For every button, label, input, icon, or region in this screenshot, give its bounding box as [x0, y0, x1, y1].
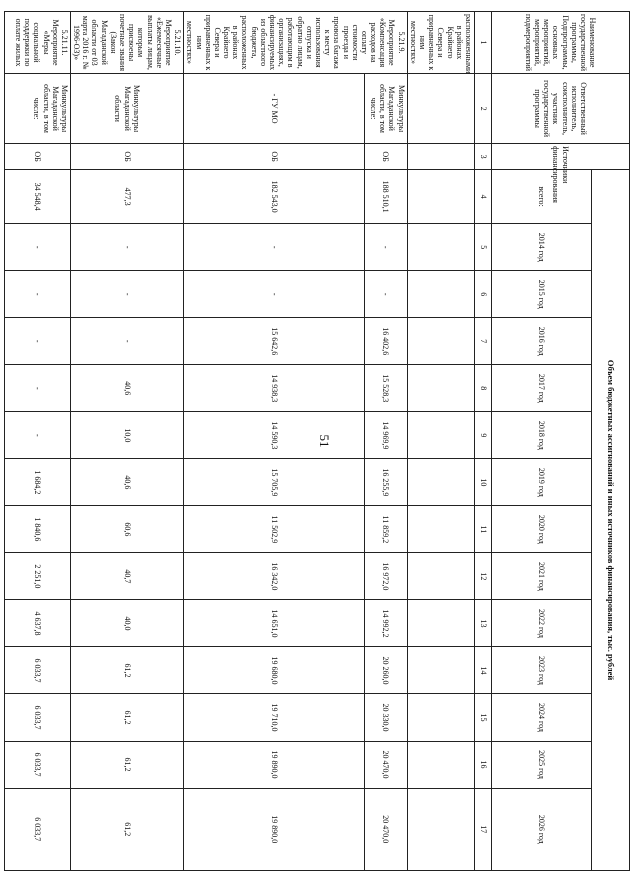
- row-value: 40,0: [70, 600, 183, 647]
- header-year: 2026 год: [492, 788, 592, 870]
- row-source: ОБ: [4, 144, 70, 170]
- row-name: 5.21.10. Мероприятие «Ежемесячные выплаты лицам, которым присвоены почетные звания (Закон Магаданской области от 03 марта 2016 г. № 1996-ОЗ)»: [70, 12, 183, 74]
- row-value: [407, 506, 474, 553]
- page-number: 51: [317, 434, 332, 448]
- row-value: 15 528,3: [365, 365, 408, 412]
- row-value: 20 330,0: [365, 694, 408, 741]
- row-value: 16 342,0: [184, 553, 365, 600]
- row-value: 20 260,0: [365, 647, 408, 694]
- row-responsible: - ГУ МО: [184, 74, 365, 144]
- column-number: 7: [475, 318, 492, 365]
- row-value: 14 969,9: [365, 412, 408, 459]
- table-row: [407, 12, 474, 871]
- column-number: 10: [475, 459, 492, 506]
- row-value: [407, 224, 474, 271]
- row-value: -: [4, 224, 70, 271]
- header-year: 2015 год: [492, 271, 592, 318]
- row-value: [407, 741, 474, 788]
- row-value: 14 992,2: [365, 600, 408, 647]
- budget-table: [4, 11, 630, 871]
- row-value: 14 651,0: [184, 600, 365, 647]
- column-number: 16: [475, 741, 492, 788]
- row-value: -: [4, 412, 70, 459]
- row-value: 40,6: [70, 365, 183, 412]
- row-value: 15 642,6: [184, 318, 365, 365]
- row-value: 60,6: [70, 506, 183, 553]
- row-value: 6 033,7: [4, 788, 70, 870]
- column-number: 8: [475, 365, 492, 412]
- table-row: [4, 12, 70, 871]
- row-value: -: [70, 318, 183, 365]
- column-number-row: [475, 12, 492, 871]
- row-value: -: [4, 271, 70, 318]
- row-source: ОБ: [70, 144, 183, 170]
- row-value: -: [365, 224, 408, 271]
- row-value: -: [4, 365, 70, 412]
- column-number: 12: [475, 553, 492, 600]
- row-value: 6 033,7: [4, 741, 70, 788]
- row-value: 14 938,3: [184, 365, 365, 412]
- column-number: 14: [475, 647, 492, 694]
- column-number: 13: [475, 600, 492, 647]
- row-name: расположенными в районах Крайнего Севера и приравненных к ним местностях»: [407, 12, 474, 74]
- row-name: 5.21.9. Мероприятие «Компенсация расходов на оплату стоимости проезда и провоза багажа к месту использования отпуска и обратно лицам, работающим в организациях, финансируемых из областного бюджета, расположенных в районах Крайнего Севера и приравненных к ним местностях»: [184, 12, 408, 74]
- table-row: [365, 12, 408, 871]
- row-value: 19 710,0: [184, 694, 365, 741]
- row-value: 61,2: [70, 647, 183, 694]
- row-value: 16 972,0: [365, 553, 408, 600]
- row-responsible: [407, 74, 474, 144]
- row-value: 19 680,0: [184, 647, 365, 694]
- header-year: 2017 год: [492, 365, 592, 412]
- row-responsible: Минкультуры Магаданской области, в том числе:: [365, 74, 408, 144]
- row-value: -: [70, 224, 183, 271]
- column-number: 6: [475, 271, 492, 318]
- row-responsible: Минкультуры Магаданской области: [70, 74, 183, 144]
- row-value: [407, 694, 474, 741]
- row-value: -: [184, 224, 365, 271]
- table-row: [184, 12, 365, 871]
- header-row-group: [592, 12, 630, 871]
- row-total: [407, 170, 474, 224]
- row-total: 34 548,4: [4, 170, 70, 224]
- row-total: 182 543,0: [184, 170, 365, 224]
- row-value: -: [70, 271, 183, 318]
- column-number: 2: [475, 74, 492, 144]
- row-value: [407, 271, 474, 318]
- row-value: [407, 647, 474, 694]
- row-value: -: [4, 318, 70, 365]
- row-total: 477,3: [70, 170, 183, 224]
- header-year: 2020 год: [492, 506, 592, 553]
- column-number: 1: [475, 12, 492, 74]
- column-number: 9: [475, 412, 492, 459]
- row-value: 61,2: [70, 694, 183, 741]
- column-number: 11: [475, 506, 492, 553]
- row-value: 16 255,9: [365, 459, 408, 506]
- row-value: 14 590,3: [184, 412, 365, 459]
- row-value: [407, 600, 474, 647]
- row-value: 19 890,0: [184, 788, 365, 870]
- row-value: [407, 459, 474, 506]
- column-number: 17: [475, 788, 492, 870]
- header-year: 2021 год: [492, 553, 592, 600]
- column-number: 15: [475, 694, 492, 741]
- header-funding-group: Объем бюджетных ассигнований и иных источников финансирования, тыс. рублей: [592, 170, 630, 871]
- header-name: Наименование государственной программы, Подпрограммы, основных мероприятий, мероприятий, подмероприятий: [492, 12, 630, 74]
- row-value: -: [365, 271, 408, 318]
- row-value: [407, 412, 474, 459]
- row-value: 40,7: [70, 553, 183, 600]
- row-value: 16 402,6: [365, 318, 408, 365]
- header-year: 2019 год: [492, 459, 592, 506]
- row-value: -: [184, 271, 365, 318]
- column-number: 5: [475, 224, 492, 271]
- row-value: [407, 553, 474, 600]
- row-value: 11 502,9: [184, 506, 365, 553]
- header-year: 2016 год: [492, 318, 592, 365]
- row-value: [407, 365, 474, 412]
- row-value: 20 470,0: [365, 788, 408, 870]
- header-year: 2022 год: [492, 600, 592, 647]
- column-number: 3: [475, 144, 492, 170]
- row-value: 40,6: [70, 459, 183, 506]
- row-value: 6 033,7: [4, 694, 70, 741]
- row-value: 2 251,0: [4, 553, 70, 600]
- row-value: 6 033,7: [4, 647, 70, 694]
- row-responsible: Минкультуры Магаданской области, в том числе:: [4, 74, 70, 144]
- row-source: [407, 144, 474, 170]
- row-source: ОБ: [184, 144, 365, 170]
- row-source: ОБ: [365, 144, 408, 170]
- row-value: [407, 788, 474, 870]
- row-value: 10,0: [70, 412, 183, 459]
- row-value: 1 684,2: [4, 459, 70, 506]
- rotated-page: [14, 11, 630, 871]
- header-year: 2025 год: [492, 741, 592, 788]
- row-value: 4 637,8: [4, 600, 70, 647]
- row-value: 20 470,0: [365, 741, 408, 788]
- header-year: 2018 год: [492, 412, 592, 459]
- header-year: 2024 год: [492, 694, 592, 741]
- row-value: 19 890,0: [184, 741, 365, 788]
- column-number: 4: [475, 170, 492, 224]
- row-value: 1 840,6: [4, 506, 70, 553]
- row-value: 61,2: [70, 741, 183, 788]
- header-year: 2014 год: [492, 224, 592, 271]
- row-name: 5.21.11. Мероприятие «Меры социальной поддержки по оплате жилых: [4, 12, 70, 74]
- row-value: [407, 318, 474, 365]
- row-value: 15 705,9: [184, 459, 365, 506]
- row-value: 11 859,2: [365, 506, 408, 553]
- header-source: Источники финансирования: [492, 144, 630, 170]
- row-value: 61,2: [70, 788, 183, 870]
- header-total: всего:: [492, 170, 592, 224]
- row-total: 188 510,1: [365, 170, 408, 224]
- table-row: [70, 12, 183, 871]
- header-responsible: Ответственный исполнитель, соисполнитель, участник государственной программы: [492, 74, 630, 144]
- header-year: 2023 год: [492, 647, 592, 694]
